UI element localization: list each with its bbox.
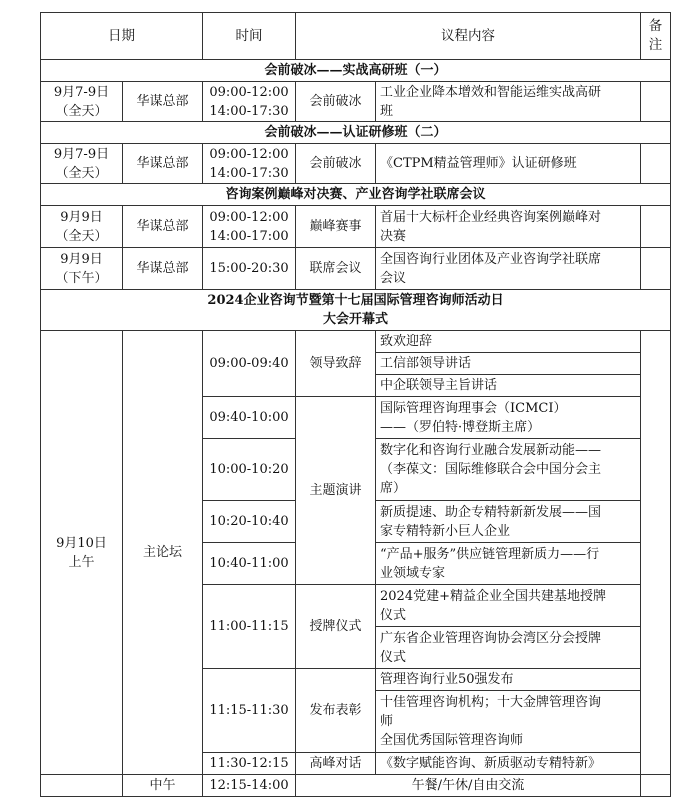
content-cell: 2024党建+精益企业全国共建基地授牌 仪式 <box>376 585 641 627</box>
type-cell: 主题演讲 <box>296 397 376 585</box>
section-title-row <box>41 184 671 206</box>
note-cell <box>641 248 671 290</box>
content-cell: 新质提速、助企专精特新新发展——国 家专精特新小巨人企业 <box>376 501 641 543</box>
place-cell: 华谋总部 <box>123 248 203 290</box>
content-cell: 工信部领导讲话 <box>376 353 641 375</box>
header-content: 议程内容 <box>296 13 641 60</box>
section-title-row <box>41 290 671 331</box>
type-cell: 高峰对话 <box>296 753 376 775</box>
content-cell: 全国咨询行业团体及产业咨询学社联席 会议 <box>376 248 641 290</box>
place-cell: 华谋总部 <box>123 206 203 248</box>
table-row <box>41 775 671 797</box>
time-cell: 11:30-12:15 <box>203 753 296 775</box>
table-row <box>41 82 671 122</box>
type-cell: 巅峰赛事 <box>296 206 376 248</box>
header-time: 时间 <box>203 13 296 60</box>
note-cell <box>641 144 671 184</box>
agenda-table-continued <box>40 774 671 797</box>
note-cell <box>641 775 671 797</box>
time-cell: 11:00-11:15 <box>203 585 296 669</box>
time-cell: 09:00-12:00 14:00-17:00 <box>203 206 296 248</box>
section-title-row <box>41 122 671 144</box>
table-row <box>41 331 671 353</box>
header-note: 备 注 <box>641 13 671 60</box>
table-row <box>41 206 671 248</box>
agenda-table <box>40 12 671 775</box>
type-cell: 会前破冰 <box>296 144 376 184</box>
content-cell: 致欢迎辞 <box>376 331 641 353</box>
time-cell: 10:20-10:40 <box>203 501 296 543</box>
type-cell: 领导致辞 <box>296 331 376 397</box>
time-cell: 09:00-12:00 14:00-17:30 <box>203 144 296 184</box>
note-cell <box>641 331 671 775</box>
content-cell: 午餐/午休/自由交流 <box>296 775 641 797</box>
content-cell: 《CTPM精益管理师》认证研修班 <box>376 144 641 184</box>
date-cell: 9月9日 （下午） <box>41 248 123 290</box>
conference-title: 2024企业咨询节暨第十七届国际管理咨询师活动日 大会开幕式 <box>41 290 671 331</box>
date-cell: 9月7-9日 （全天） <box>41 144 123 184</box>
content-cell: 数字化和咨询行业融合发展新动能—— （李葆文：国际维修联合会中国分会主 席） <box>376 439 641 501</box>
date-cell <box>41 775 123 797</box>
noon-label-cell: 中午 <box>123 775 203 797</box>
section-title-row <box>41 60 671 82</box>
time-cell: 15:00-20:30 <box>203 248 296 290</box>
time-cell: 09:40-10:00 <box>203 397 296 439</box>
section-title: 咨询案例巅峰对决赛、产业咨询学社联席会议 <box>41 184 671 206</box>
agenda-document <box>40 12 671 797</box>
content-cell: 管理咨询行业50强发布 <box>376 669 641 691</box>
header-date: 日期 <box>41 13 203 60</box>
date-cell: 9月9日 （全天） <box>41 206 123 248</box>
note-cell <box>641 82 671 122</box>
content-cell: 中企联领导主旨讲话 <box>376 375 641 397</box>
type-cell: 联席会议 <box>296 248 376 290</box>
main-date-cell: 9月10日 上午 <box>41 331 123 775</box>
content-cell: 国际管理咨询理事会（ICMCI） ——（罗伯特·博登斯主席） <box>376 397 641 439</box>
table-row <box>41 248 671 290</box>
content-cell: 十佳管理咨询机构；十大金牌管理咨询 师 全国优秀国际管理咨询师 <box>376 691 641 753</box>
time-cell: 09:00-09:40 <box>203 331 296 397</box>
content-cell: 广东省企业管理咨询协会湾区分会授牌 仪式 <box>376 627 641 669</box>
section-title: 会前破冰——实战高研班（一） <box>41 60 671 82</box>
content-cell: 《数字赋能咨询、新质驱动专精特新》 <box>376 753 641 775</box>
type-cell: 发布表彰 <box>296 669 376 753</box>
venue-cell: 主论坛 <box>123 331 203 775</box>
date-cell: 9月7-9日 （全天） <box>41 82 123 122</box>
time-cell: 10:40-11:00 <box>203 543 296 585</box>
place-cell: 华谋总部 <box>123 82 203 122</box>
content-cell: “产品+服务”供应链管理新质力——行 业领域专家 <box>376 543 641 585</box>
note-cell <box>641 206 671 248</box>
place-cell: 华谋总部 <box>123 144 203 184</box>
time-cell: 10:00-10:20 <box>203 439 296 501</box>
time-cell: 12:15-14:00 <box>203 775 296 797</box>
table-header-row <box>41 13 671 60</box>
table-row <box>41 144 671 184</box>
content-cell: 工业企业降本增效和智能运维实战高研 班 <box>376 82 641 122</box>
time-cell: 11:15-11:30 <box>203 669 296 753</box>
time-cell: 09:00-12:00 14:00-17:30 <box>203 82 296 122</box>
type-cell: 授牌仪式 <box>296 585 376 669</box>
content-cell: 首届十大标杆企业经典咨询案例巅峰对 决赛 <box>376 206 641 248</box>
type-cell: 会前破冰 <box>296 82 376 122</box>
section-title: 会前破冰——认证研修班（二） <box>41 122 671 144</box>
